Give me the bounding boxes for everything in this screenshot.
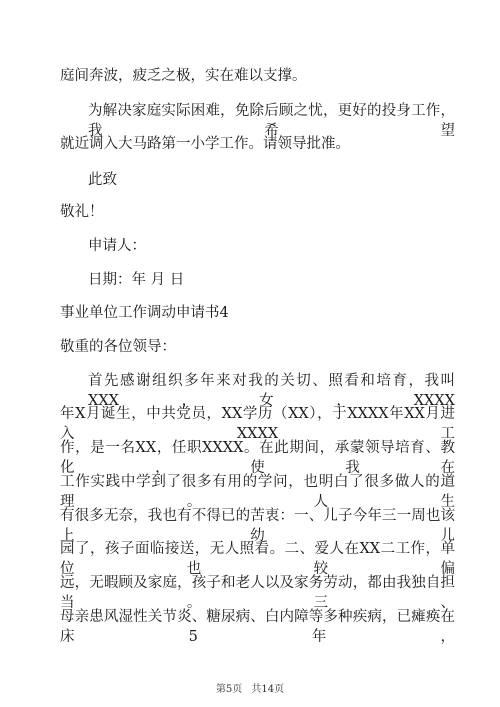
applicant-label: 申请人： [88, 238, 146, 254]
paragraph-line: 工作实践中学到了很多有用的学问，也明白了很多做人的道理。人生 [60, 474, 455, 510]
paragraph-line: 园了，孩子面临接送，无人照看。二、爱人在XX二工作，单位也较偏 [60, 541, 455, 577]
paragraph-line: 母亲患风湿性关节炎、糖尿病、白内障等多种疾病，已瘫痪在床5年， [60, 609, 455, 645]
paragraph-line: 为解决家庭实际困难，免除后顾之忧，更好的投身工作，我希望 [88, 103, 455, 139]
date-label: 日期：年 月 日 [88, 272, 185, 288]
paragraph-line: 庭间奔波，疲乏之极，实在难以支撑。 [60, 68, 307, 84]
page-number: 第5页 [215, 684, 243, 695]
paragraph-line: 首先感谢组织多年来对我的关切、照看和培育，我叫XXX，女，XXXX [88, 373, 455, 409]
page-footer [0, 680, 500, 695]
page-total: 共14页 [251, 684, 285, 695]
closing-salutation: 敬礼！ [60, 204, 104, 220]
paragraph-line: 有很多无奈，我也有不得已的苦衷：一、儿子今年三一周也该上幼儿 [60, 508, 455, 544]
paragraph-line: 远，无暇顾及家庭，孩子和老人以及家务劳动，都由我独自担当。三、 [60, 575, 455, 611]
section-title: 事业单位工作调动申请书4 [60, 305, 229, 321]
paragraph-line: 年X月诞生，中共党员，XX学历（XX），于XXXX年XX月进入XXXX工 [60, 406, 455, 442]
paragraph-line: 作，是一名XX，任职XXXX。在此期间，承蒙领导培育、教化，使我在 [60, 440, 455, 476]
greeting: 敬重的各位领导： [60, 339, 176, 355]
paragraph-line: 就近调入大马路第一小学工作。请领导批准。 [60, 136, 350, 152]
closing-salutation: 此致 [88, 172, 117, 188]
